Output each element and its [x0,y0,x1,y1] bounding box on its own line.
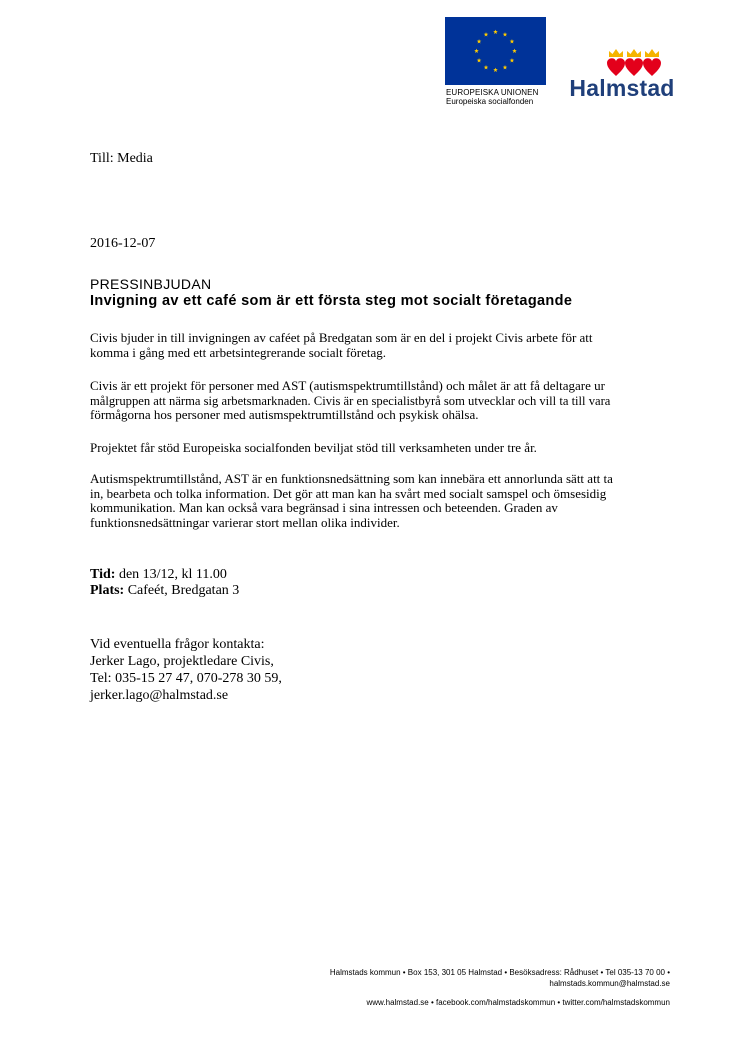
paragraph-line: in, bearbeta och tolka information. Det gör att man kan ha svårt med socialt samspel och ömsesidig [90,485,607,501]
paragraph-line: Civis är ett projekt för personer med AST (autismspektrumtillstånd) och målet är att få deltagare ur [90,378,605,393]
paragraph-line: Civis bjuder in till invigningen av caféet på Bredgatan som är en del i projekt Civis arbete för att [90,330,593,345]
eu-star-icon [477,39,482,43]
eu-logo-line1: EUROPEISKA UNIONEN [446,88,539,97]
paragraph-2 [90,379,610,423]
eu-star-icon [484,32,489,36]
eu-flag-icon [445,17,546,85]
contact-name: Jerker Lago, projektledare Civis, [90,654,274,669]
paragraph-line: förmågorna hos personer med autismspektrumtillstånd och psykisk ohälsa. [90,407,479,422]
paragraph-line: Autismspektrumtillstånd, AST är en funktionsnedsättning som kan innebära ett annorlunda sätt att ta [90,471,613,486]
paragraph-line: målgruppen att närma sig arbetsmarknaden. Civis är en specialistbyrå som utvecklar och vill ta till vara [90,393,611,408]
eu-star-icon [503,32,508,36]
crowned-hearts-icon [604,48,664,78]
paragraph-4 [90,472,613,530]
eu-star-icon [484,65,489,69]
event-place-value: Cafeét, Bredgatan 3 [124,583,240,598]
eu-star-icon [510,39,515,43]
contact-intro: Vid eventuella frågor kontakta: [90,637,265,652]
eu-star-icon [512,49,517,53]
eu-logo-line2: Europeiska socialfonden [446,97,534,106]
eu-star-icon [510,58,515,62]
paragraph-line: funktionsnedsättningar varierar stort mellan olika individer. [90,514,400,530]
eu-star-icon [474,49,479,53]
halmstad-wordmark: Halmstad [569,75,675,101]
press-heading: PRESSINBJUDAN [90,276,212,292]
contact-email: jerker.lago@halmstad.se [90,688,229,703]
eu-star-icon [477,58,482,62]
halmstad-logo [564,48,680,108]
crown-icon [645,49,659,57]
paragraph-line: Projektet får stöd Europeiska socialfonden beviljat stöd till verksamheten under tre år. [90,440,537,455]
event-time-value: den 13/12, kl 11.00 [115,567,227,582]
date-line: 2016-12-07 [90,236,156,251]
paragraph-3 [90,441,537,456]
eu-logo [445,17,546,116]
eu-star-icon [493,68,498,72]
event-time [90,567,227,583]
heart-icon [607,58,625,76]
paragraph-line: komma i gång med ett arbetsintegrerande socialt företag. [90,344,386,360]
footer-web: www.halmstad.se • facebook.com/halmstadskommun • twitter.com/halmstadskommun [366,998,670,1007]
eu-star-icon [503,65,508,69]
crown-icon [627,49,641,57]
paragraph-1 [90,331,593,360]
heart-icon [643,58,661,76]
recipient-line: Till: Media [90,151,153,166]
contact-phone: Tel: 035-15 27 47, 070-278 30 59, [90,671,282,686]
press-subheading: Invigning av ett café som är ett första steg mot socialt företagande [90,293,573,309]
footer-address: Halmstads kommun • Box 153, 301 05 Halmstad • Besöksadress: Rådhuset • Tel 035-13 70 00 • [329,968,670,977]
event-time-label: Tid: [90,567,116,582]
eu-star-icon [493,30,498,34]
heart-icon [625,58,643,76]
footer-email: halmstads.kommun@halmstad.se [549,979,670,988]
event-place [90,583,239,599]
paragraph-line: kommunikation. Man kan också vara begränsad i sina intressen och beteenden. Graden av [90,500,558,515]
crown-icon [609,49,623,57]
event-place-label: Plats: [90,583,125,598]
